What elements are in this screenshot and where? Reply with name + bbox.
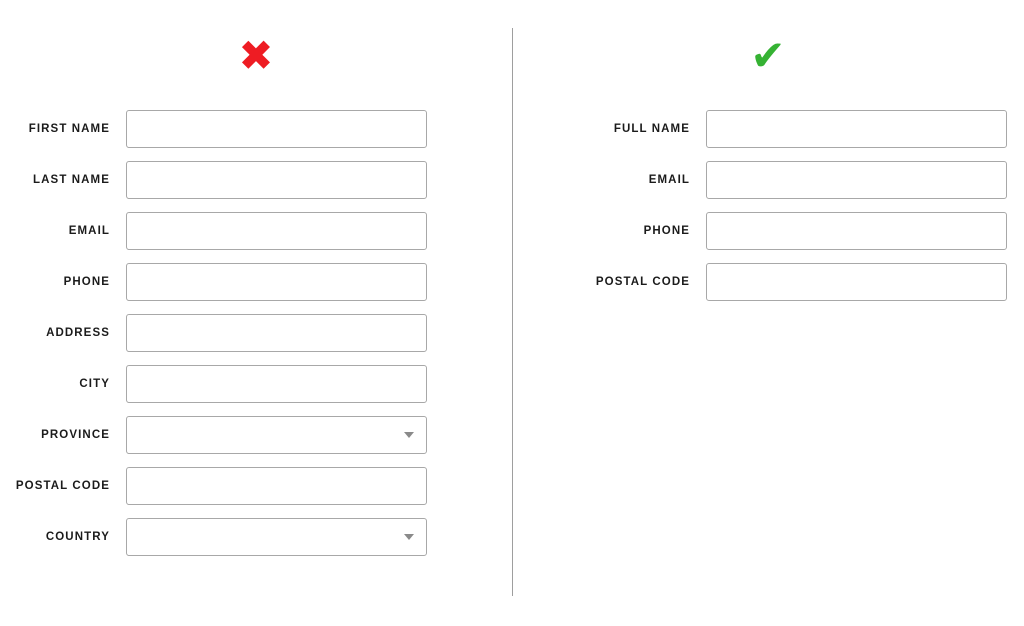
good-example-panel: [512, 0, 1024, 626]
form-field-country: [0, 512, 512, 562]
chevron-down-icon: [404, 432, 414, 438]
phone-input[interactable]: [126, 263, 427, 301]
form-field-city: [0, 359, 512, 409]
city-input[interactable]: [126, 365, 427, 403]
last-name-input[interactable]: [126, 161, 427, 199]
form-field-full-name: [512, 104, 1024, 154]
form-field-email: [512, 155, 1024, 205]
form-field-postal-code: [0, 461, 512, 511]
province-select[interactable]: [126, 416, 427, 454]
field-label-province: PROVINCE: [41, 429, 110, 441]
field-label-last-name: LAST NAME: [33, 174, 110, 186]
field-label-country: COUNTRY: [45, 531, 110, 543]
field-label-postal-code: POSTAL CODE: [595, 276, 690, 288]
form-field-address: [0, 308, 512, 358]
field-label-first-name: FIRST NAME: [28, 123, 110, 135]
postal-code-input[interactable]: [126, 467, 427, 505]
field-label-postal-code: POSTAL CODE: [15, 480, 110, 492]
form-field-email: [0, 206, 512, 256]
country-select[interactable]: [126, 518, 427, 556]
field-label-address: ADDRESS: [46, 327, 110, 339]
form-field-province: [0, 410, 512, 460]
postal-code-input[interactable]: [706, 263, 1007, 301]
field-label-city: CITY: [79, 378, 110, 390]
field-label-email: EMAIL: [68, 225, 110, 237]
checkmark-icon: ✔: [750, 31, 786, 80]
form-field-phone: [512, 206, 1024, 256]
field-label-phone: PHONE: [643, 225, 690, 237]
phone-input[interactable]: [706, 212, 1007, 250]
address-input[interactable]: [126, 314, 427, 352]
email-input[interactable]: [706, 161, 1007, 199]
cross-icon: ✖: [238, 31, 274, 80]
first-name-input[interactable]: [126, 110, 427, 148]
form-field-postal-code: [512, 257, 1024, 307]
email-input[interactable]: [126, 212, 427, 250]
form-field-phone: [0, 257, 512, 307]
full-name-input[interactable]: [706, 110, 1007, 148]
field-label-phone: PHONE: [63, 276, 110, 288]
field-label-email: EMAIL: [648, 174, 690, 186]
form-field-last-name: [0, 155, 512, 205]
form-field-first-name: [0, 104, 512, 154]
chevron-down-icon: [404, 534, 414, 540]
long-form: [0, 104, 512, 563]
field-label-full-name: FULL NAME: [613, 123, 690, 135]
short-form: [512, 104, 1024, 308]
